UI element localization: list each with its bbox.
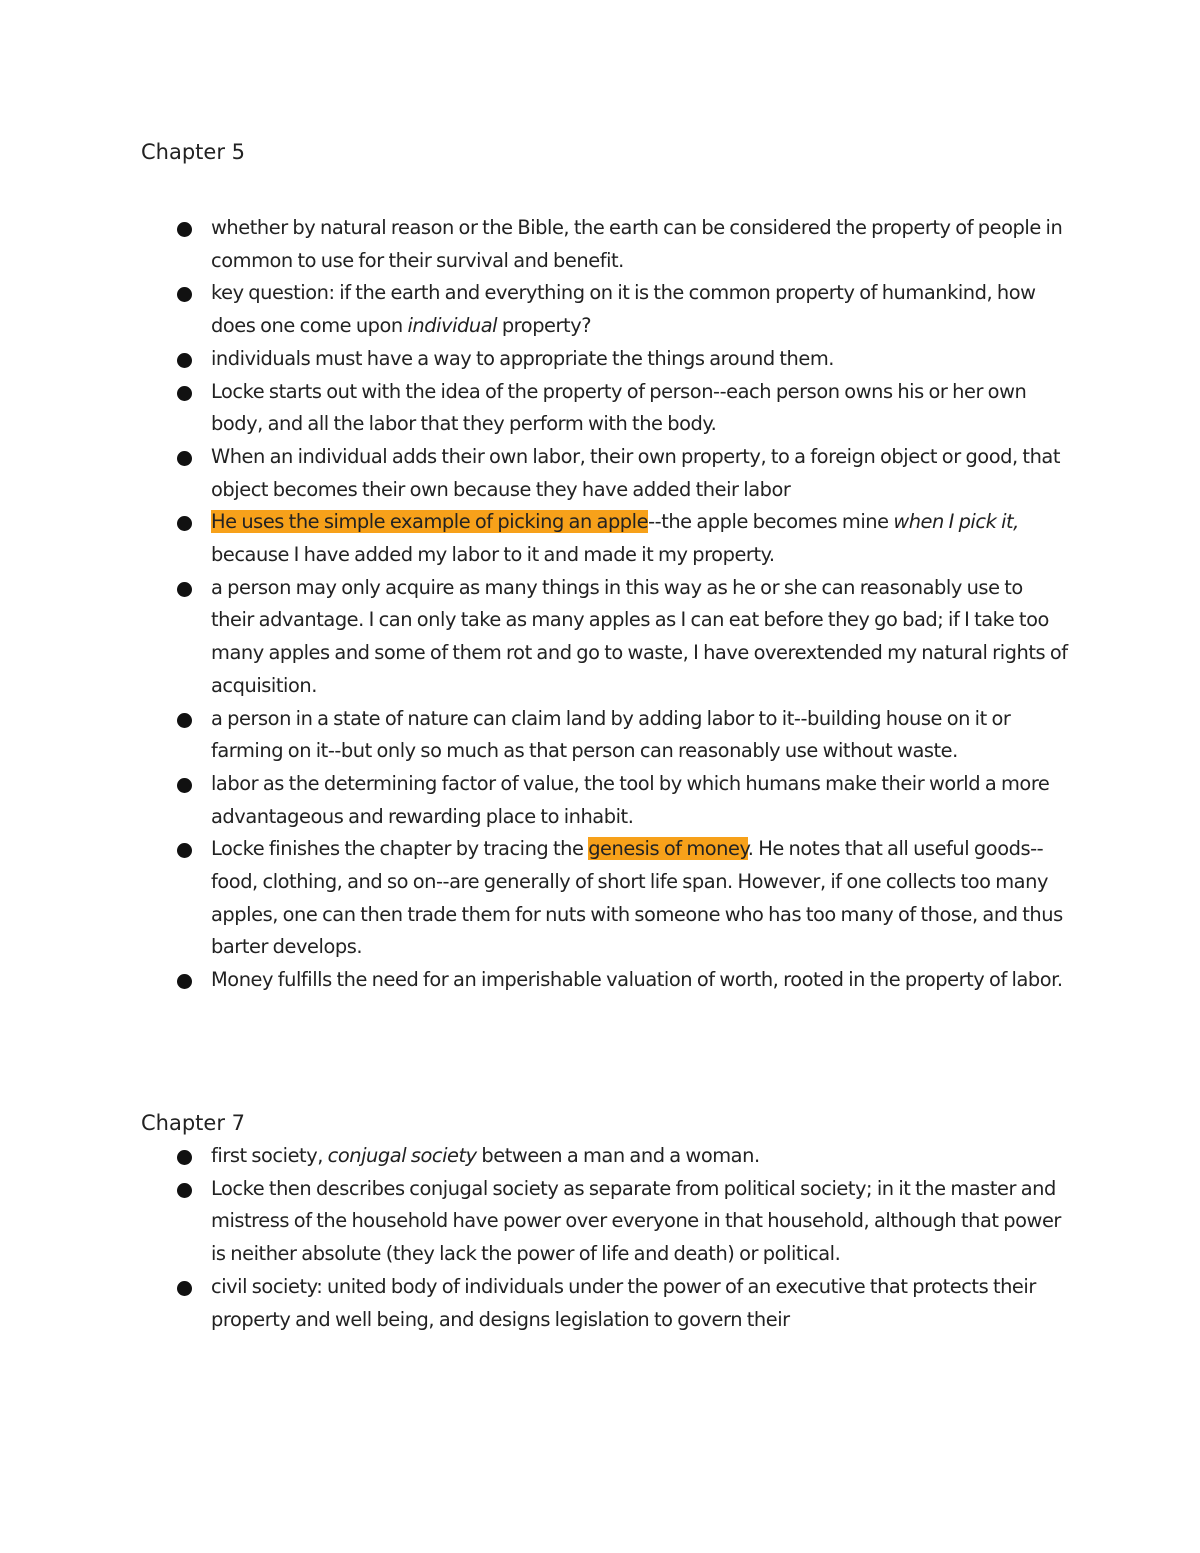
bullet-dot-icon	[177, 1183, 192, 1198]
bullet-text: Money fulfills the need for an imperishable valuation of worth, rooted in the property of labor.	[211, 968, 1063, 992]
bullet-text: whether by natural reason or the Bible, the earth can be considered the property of people in common to use for their survival and benefit.	[211, 216, 1063, 272]
bullet-dot-icon	[177, 843, 192, 858]
bullet-text: labor as the determining factor of value, the tool by which humans make their world a more advantageous and rewarding place to inhabit.	[211, 771, 1050, 828]
highlighted-text: genesis of money	[588, 837, 748, 861]
bullet-item	[0, 506, 1200, 571]
bullet-dot-icon	[177, 516, 192, 531]
bullet-item	[0, 277, 1200, 342]
bullet-text: civil society: united body of individuals under the power of an executive that protects their property and well being, and designs legislation to govern their	[211, 1274, 1036, 1331]
chapter-7-heading: Chapter 7	[141, 1111, 245, 1135]
bullet-item	[0, 833, 1200, 964]
bullet-dot-icon	[177, 222, 192, 237]
bullet-item	[0, 703, 1200, 768]
highlighted-text: He uses the simple example of picking an apple	[211, 510, 649, 534]
italic-text: when I pick it,	[893, 510, 1019, 534]
bullet-item	[0, 1173, 1200, 1271]
bullet-text: Locke starts out with the idea of the property of person--each person owns his or her own body, and all the labor that they perform with the body.	[211, 379, 1027, 436]
chapter-5-bullet-list	[0, 212, 1200, 997]
bullet-text: property?	[497, 314, 592, 338]
bullet-dot-icon	[177, 713, 192, 728]
bullet-text: a person in a state of nature can claim land by adding labor to it--building house on it or farming on it--but only so much as that person can reasonably use without waste.	[211, 706, 1011, 763]
bullet-dot-icon	[177, 287, 192, 302]
bullet-text: key question: if the earth and everything on it is the common property of humankind, how does one come upon	[211, 281, 1036, 338]
bullet-text: Locke then describes conjugal society as separate from political society; in it the master and mistress of the household have power over everyone in that household, although that power is neither absolute (they lack the power of life and death) or political.	[211, 1176, 1061, 1266]
bullet-text: between a man and a woman.	[476, 1144, 760, 1167]
bullet-dot-icon	[177, 1150, 192, 1165]
bullet-text: because I have added my labor to it and made it my property.	[211, 543, 775, 567]
bullet-dot-icon	[177, 353, 192, 368]
bullet-text: When an individual adds their own labor, their own property, to a foreign object or good, that object becomes their own because they have added their labor	[211, 444, 1060, 501]
bullet-item	[0, 572, 1200, 703]
bullet-dot-icon	[177, 974, 192, 989]
bullet-item	[0, 441, 1200, 506]
bullet-item	[0, 376, 1200, 441]
bullet-dot-icon	[177, 1281, 192, 1296]
bullet-text: --the apple becomes mine	[648, 510, 894, 534]
bullet-item	[0, 1271, 1200, 1336]
bullet-item	[0, 964, 1200, 997]
bullet-item	[0, 212, 1200, 277]
chapter-5-heading: Chapter 5	[141, 140, 245, 164]
bullet-text: first society,	[211, 1144, 328, 1167]
bullet-dot-icon	[177, 582, 192, 597]
bullet-text: Locke finishes the chapter by tracing the	[211, 837, 589, 861]
bullet-dot-icon	[177, 386, 192, 401]
bullet-item	[0, 768, 1200, 833]
bullet-text: . He notes that all useful goods--food, clothing, and so on--are generally of short life span. However, if one collects too many apples, one can then trade them for nuts with someone who has too many of those, and thus barter develops.	[211, 837, 1063, 959]
bullet-item	[0, 343, 1200, 376]
bullet-text: individuals must have a way to appropriate the things around them.	[211, 346, 835, 370]
bullet-item	[0, 1140, 1200, 1173]
bullet-dot-icon	[177, 451, 192, 466]
italic-text: conjugal society	[327, 1144, 477, 1167]
bullet-text: a person may only acquire as many things in this way as he or she can reasonably use to their advantage. I can only take as many apples as I can eat before they go bad; if I take too many apples and some of them rot and go to waste, I have overextended my natural rights of acquisition.	[211, 575, 1068, 697]
chapter-7-bullet-list	[0, 1140, 1200, 1336]
bullet-dot-icon	[177, 778, 192, 793]
italic-text: individual	[407, 314, 498, 338]
